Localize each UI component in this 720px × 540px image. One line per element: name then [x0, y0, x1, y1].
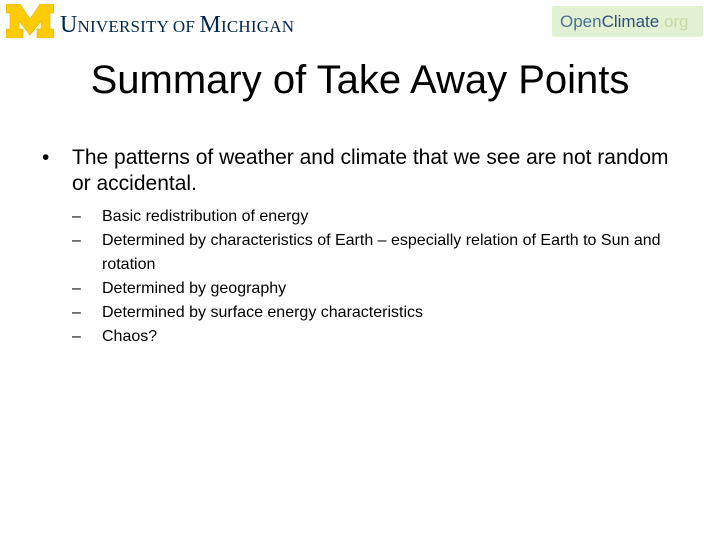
- slide-header: [0, 0, 720, 44]
- sub-bullet-marker: –: [72, 208, 81, 225]
- sub-bullet-text: Chaos?: [102, 328, 158, 345]
- openclimate-logo-org: .org: [659, 11, 689, 31]
- wordmark-part: NIVERSITY OF: [77, 17, 200, 36]
- openclimate-logo-open: Open: [560, 11, 602, 31]
- bullet-marker: •: [42, 146, 50, 169]
- sub-bullet-text: Basic redistribution of energy: [102, 208, 309, 225]
- sub-bullet-item: [72, 325, 692, 349]
- slide-title: Summary of Take Away Points: [90, 58, 630, 102]
- sub-bullet-marker: –: [72, 280, 81, 297]
- wordmark-part: M: [199, 12, 222, 38]
- sub-bullet-list: [72, 205, 692, 349]
- sub-bullet-item: [72, 229, 692, 277]
- sub-bullet-marker: –: [72, 232, 81, 249]
- sub-bullet-marker: –: [72, 304, 81, 321]
- sub-bullet-text: Determined by surface energy characteristics: [102, 304, 424, 321]
- sub-bullet-text: Determined by geography: [102, 280, 287, 297]
- block-m-icon: [6, 4, 54, 38]
- sub-bullet-item: [72, 301, 692, 325]
- wordmark-part: U: [60, 12, 78, 38]
- main-bullet-text: The patterns of weather and climate that we see are not random or accidental.: [72, 146, 669, 195]
- university-wordmark: [60, 13, 294, 37]
- openclimate-logo-climate: Climate: [601, 11, 660, 31]
- sub-bullet-text: Determined by characteristics of Earth – especially relation of Earth to Sun and rotation: [102, 232, 661, 273]
- openclimate-logo: [552, 6, 703, 37]
- sub-bullet-item: [72, 205, 692, 229]
- wordmark-part: ICHIGAN: [221, 17, 295, 36]
- sub-bullet-marker: –: [72, 328, 81, 345]
- university-of-michigan-logo: [6, 4, 295, 38]
- sub-bullet-item: [72, 277, 692, 301]
